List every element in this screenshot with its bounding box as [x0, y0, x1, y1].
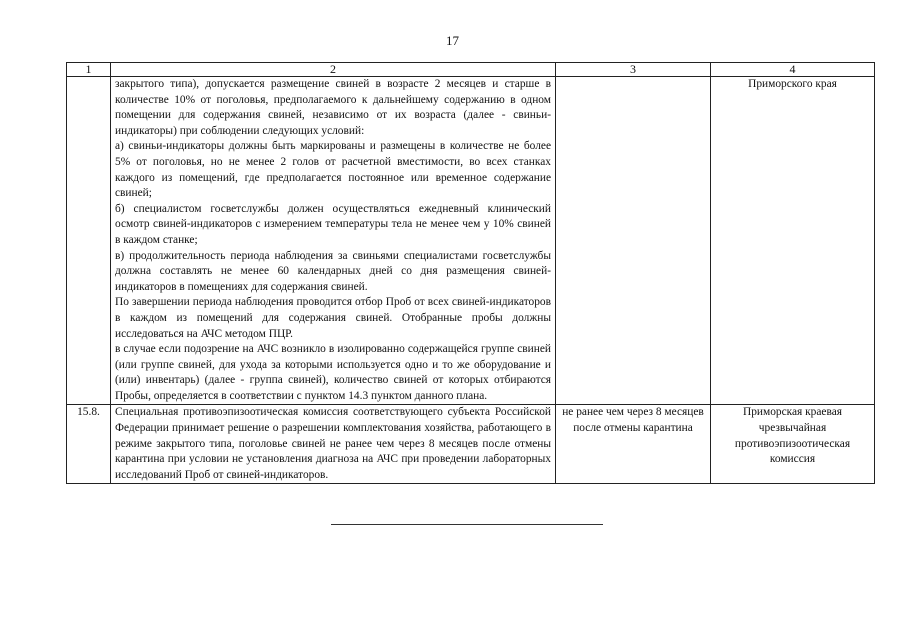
- row-number-cell: 15.8.: [67, 405, 111, 484]
- measure-paragraph: закрытого типа), допускается размещение свиней в возрасте 2 месяцев и старше в количестве 10% от поголовья, предполагаемого к дальнейшему содержанию в одном помещении для содержания свиней, независимо от их возраста (далее - свиньи-индикаторы) при соблюдении следующих условий:: [115, 78, 551, 137]
- row-number-cell: [67, 77, 111, 405]
- footer-divider: [331, 524, 603, 525]
- measure-paragraph: б) специалистом госветслужбы должен осуществляться ежедневный клинический осмотр свиней-индикаторов с измерением температуры тела не менее чем у 10% свиней в каждом станке;: [115, 202, 551, 246]
- measure-text-cell: [111, 77, 556, 405]
- measure-paragraph: в) продолжительность периода наблюдения за свиньями специалистами госветслужбы должна составлять не менее 60 календарных дней со дня размещения свиней-индикаторов в помещениях для содержания свиней.: [115, 249, 551, 293]
- measure-paragraph: По завершении периода наблюдения проводится отбор Проб от всех свиней-индикаторов в каждом из помещений для содержания свиней. Отобранные пробы должны исследоваться на АЧС методом ПЦР.: [115, 296, 551, 340]
- deadline-cell: не ранее чем через 8 месяцев после отмены карантина: [556, 405, 711, 484]
- measures-table: [66, 62, 875, 484]
- deadline-cell: [556, 77, 711, 405]
- measure-paragraph: а) свиньи-индикаторы должны быть маркированы и размещены в количестве не более 5% от поголовья, но не менее 2 голов от расчетной вместимости, во всех станках каждого из помещений, где предполагается постоянное или временное содержание свиней;: [115, 140, 551, 200]
- table-header-row: [67, 63, 875, 77]
- measure-paragraph: в случае если подозрение на АЧС возникло в изолированно содержащейся группе свиней (или группе свиней, для ухода за которыми используется одно и то же оборудование и (или) инвентарь) (далее - группа свиней), количество свиней от которых отбираются Пробы, определяется в соответствии с пунктом 14.3 пунктом данного плана.: [115, 343, 551, 402]
- responsible-cell: Приморского края: [711, 77, 875, 405]
- table-row: [67, 77, 875, 405]
- page-number: 17: [446, 33, 459, 48]
- measure-text-cell: [111, 405, 556, 484]
- responsible-cell: Приморская краевая чрезвычайная противоэпизоотическая комиссия: [711, 405, 875, 484]
- column-header-responsible: 4: [711, 63, 875, 77]
- column-header-number: 1: [67, 63, 111, 77]
- column-header-measure: 2: [111, 63, 556, 77]
- table-row: [67, 405, 875, 484]
- column-header-deadline: 3: [556, 63, 711, 77]
- measure-paragraph: Специальная противоэпизоотическая комиссия соответствующего субъекта Российской Федерации принимает решение о разрешении комплектования хозяйства, работающего в режиме закрытого типа, поголовье свиней не ранее чем через 8 месяцев после отмены карантина при условии не установления диагноза на АЧС при проведении лабораторных исследований Проб от свиней-индикаторов.: [115, 406, 551, 481]
